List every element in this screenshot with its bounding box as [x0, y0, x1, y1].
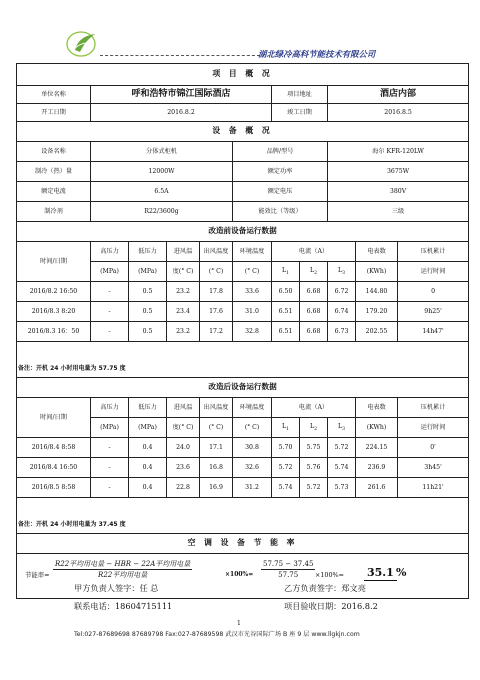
- cell-time: 2016/8.4 8:58: [17, 438, 91, 458]
- cell-outlet-temp: 16.9: [200, 478, 233, 498]
- after-title-row: [17, 378, 469, 398]
- cell-time: 2016/8.5 8:58: [17, 478, 91, 498]
- cell-low-pressure: 0.5: [129, 302, 167, 322]
- equipment-value: 380V: [328, 182, 469, 202]
- report-table: [16, 63, 469, 599]
- cell-ambient-temp: 32.6: [233, 458, 272, 478]
- cell-runtime: 11h21': [398, 478, 469, 498]
- unit-inlet: 度(° C): [167, 262, 200, 282]
- unit-l1: $L_1$: [272, 418, 300, 438]
- cell-outlet-temp: 17.8: [200, 282, 233, 302]
- acceptance-date: 项目验收日期：2016.8.2: [284, 601, 378, 611]
- cell-inlet-temp: 23.4: [167, 302, 200, 322]
- equipment-label: 制冷（热）量: [17, 162, 91, 182]
- equipment-value: 三级: [328, 202, 469, 222]
- cell-current-l2: 6.68: [300, 282, 328, 302]
- cell-current-l3: 6.73: [328, 322, 356, 342]
- cell-current-l1: 6.51: [272, 322, 300, 342]
- formula-values-numerator: 57.75 − 37.45: [261, 560, 315, 570]
- cell-current-l1: 6.51: [272, 302, 300, 322]
- col-current: 电流（A）: [272, 242, 356, 262]
- col-inlet: 进风温: [167, 242, 200, 262]
- after-header-row: [17, 398, 469, 418]
- equipment-label: 额定功率: [233, 162, 328, 182]
- cell-outlet-temp: 17.6: [200, 302, 233, 322]
- company-name: 湖北绿冷高科节能技术有限公司: [258, 49, 376, 59]
- unit-ambient: (° C): [233, 418, 272, 438]
- equipment-row: [17, 162, 469, 182]
- cell-high-pressure: -: [91, 458, 129, 478]
- formula-multiplier-2: ×100%=: [315, 571, 344, 579]
- cell-inlet-temp: 23.6: [167, 458, 200, 478]
- unit-l1: $L_1$: [272, 262, 300, 282]
- unit-l3: $L_3$: [328, 262, 356, 282]
- unit-outlet: (° C): [200, 418, 233, 438]
- col-low: 低压力: [129, 242, 167, 262]
- cell-current-l1: 6.50: [272, 282, 300, 302]
- before-note: 备注：开机 24 小时用电量为 57.75 度: [17, 362, 469, 378]
- col-low: 低压力: [129, 398, 167, 418]
- equipment-label: 品牌/型号: [233, 142, 328, 162]
- cell-ambient-temp: 31.2: [233, 478, 272, 498]
- cell-inlet-temp: 23.2: [167, 282, 200, 302]
- footer-contact: Tel:027-87689698 87689798 Fax:027-87689598 武汉市光谷国际广场 B 座 9 层 www.llgkjn.com: [74, 631, 360, 638]
- col-runtime: 压机累计: [398, 398, 469, 418]
- savings-section-title: 空 调 设 备 节 能 率: [17, 534, 469, 554]
- formula-numerator: R22平均用电量 − HBR − 22A平均用电量: [53, 560, 192, 570]
- cell-time: 2016/8.3 16：50: [17, 322, 91, 342]
- party-a-signature: 甲方负责人签字：任 总: [74, 583, 159, 593]
- col-inlet: 进风温: [167, 398, 200, 418]
- cell-meter: 179.20: [356, 302, 398, 322]
- cell-time: 2016/8.4 16:50: [17, 458, 91, 478]
- before-note-row: [17, 362, 469, 378]
- cell-runtime: 9h25': [398, 302, 469, 322]
- equipment-label: 设备名称: [17, 142, 91, 162]
- col-time: 时间/日期: [17, 242, 91, 282]
- cell-low-pressure: 0.4: [129, 458, 167, 478]
- project-row-unit: [17, 86, 469, 104]
- cell-inlet-temp: 23.2: [167, 322, 200, 342]
- equipment-row: [17, 182, 469, 202]
- equipment-value: 12000W: [91, 162, 233, 182]
- unit-runtime: 运行时间: [398, 262, 469, 282]
- formula-fraction: [53, 560, 192, 579]
- end-date-label: 竣工日期: [272, 104, 328, 122]
- equipment-value: 6.5A: [91, 182, 233, 202]
- address-label: 项目地址: [272, 86, 328, 104]
- col-meter: 电表数: [356, 242, 398, 262]
- col-time: 时间/日期: [17, 398, 91, 438]
- formula-values: [261, 560, 315, 579]
- cell-current-l1: 5.70: [272, 438, 300, 458]
- cell-current-l3: 6.72: [328, 282, 356, 302]
- unit-outlet: (° C): [200, 262, 233, 282]
- table-row: [17, 438, 469, 458]
- cell-current-l2: 5.75: [300, 438, 328, 458]
- start-date-value: 2016.8.2: [91, 104, 272, 122]
- before-section-title: 改造前设备运行数据: [17, 222, 469, 242]
- cell-current-l1: 5.74: [272, 478, 300, 498]
- cell-time: 2016/8.2 16:50: [17, 282, 91, 302]
- cell-outlet-temp: 17.2: [200, 322, 233, 342]
- before-title-row: [17, 222, 469, 242]
- savings-percent-sign: %: [396, 566, 407, 579]
- equipment-value: R22/3600g: [91, 202, 233, 222]
- equipment-value: 3675W: [328, 162, 469, 182]
- equipment-value: 海尔 KFR-120LW: [328, 142, 469, 162]
- equipment-row: [17, 202, 469, 222]
- table-row: [17, 282, 469, 302]
- savings-title-row: [17, 534, 469, 554]
- cell-current-l2: 6.68: [300, 302, 328, 322]
- col-runtime: 压机累计: [398, 242, 469, 262]
- company-logo-icon: [66, 30, 100, 58]
- table-row: [17, 302, 469, 322]
- unit-meter: (KWh): [356, 262, 398, 282]
- cell-runtime: 3h45': [398, 458, 469, 478]
- cell-high-pressure: -: [91, 282, 129, 302]
- equipment-section-title: 设 备 概 况: [17, 122, 469, 142]
- col-ambient: 环境温度: [233, 398, 272, 418]
- formula-label: 节能率=: [25, 571, 50, 579]
- equipment-value: 分体式柜机: [91, 142, 233, 162]
- cell-high-pressure: -: [91, 478, 129, 498]
- col-high: 高压力: [91, 398, 129, 418]
- unit-ambient: (° C): [233, 262, 272, 282]
- col-ambient: 环境温度: [233, 242, 272, 262]
- cell-low-pressure: 0.4: [129, 478, 167, 498]
- unit-low: (MPa): [129, 418, 167, 438]
- cell-outlet-temp: 17.1: [200, 438, 233, 458]
- cell-runtime: 14h47': [398, 322, 469, 342]
- cell-meter: 261.6: [356, 478, 398, 498]
- unit-runtime: 运行时间: [398, 418, 469, 438]
- cell-current-l2: 5.72: [300, 478, 328, 498]
- cell-low-pressure: 0.4: [129, 438, 167, 458]
- cell-low-pressure: 0.5: [129, 282, 167, 302]
- col-current: 电流（A）: [272, 398, 356, 418]
- col-outlet: 出风温度: [200, 398, 233, 418]
- after-note-row: [17, 518, 469, 534]
- cell-ambient-temp: 33.6: [233, 282, 272, 302]
- cell-high-pressure: -: [91, 322, 129, 342]
- cell-outlet-temp: 16.8: [200, 458, 233, 478]
- table-row: [17, 322, 469, 342]
- equipment-label: 能效比（等级）: [233, 202, 328, 222]
- before-spacer-row: [17, 342, 469, 362]
- project-section-title: 项 目 概 况: [17, 64, 469, 86]
- project-row-dates: [17, 104, 469, 122]
- col-outlet: 出风温度: [200, 242, 233, 262]
- cell-meter: 224.15: [356, 438, 398, 458]
- equipment-title-row: [17, 122, 469, 142]
- unit-l2: $L_2$: [300, 262, 328, 282]
- end-date-value: 2016.8.5: [328, 104, 469, 122]
- address-value: 酒店内部: [328, 86, 469, 104]
- unit-high: (MPa): [91, 262, 129, 282]
- equipment-row: [17, 142, 469, 162]
- cell-low-pressure: 0.5: [129, 322, 167, 342]
- equipment-label: 额定电流: [17, 182, 91, 202]
- unit-name-value: 呼和浩特市锦江国际酒店: [91, 86, 272, 104]
- cell-ambient-temp: 30.8: [233, 438, 272, 458]
- start-date-label: 开工日期: [17, 104, 91, 122]
- after-note: 备注：开机 24 小时用电量为 37.45 度: [17, 518, 469, 534]
- cell-current-l3: 6.74: [328, 302, 356, 322]
- header-rule: [100, 55, 260, 56]
- unit-high: (MPa): [91, 418, 129, 438]
- page-number: 1: [237, 620, 241, 627]
- unit-inlet: 度(° C): [167, 418, 200, 438]
- cell-high-pressure: -: [91, 438, 129, 458]
- cell-current-l2: 6.68: [300, 322, 328, 342]
- after-section-title: 改造后设备运行数据: [17, 378, 469, 398]
- cell-meter: 202.55: [356, 322, 398, 342]
- formula-values-denominator: 57.75: [278, 571, 299, 580]
- unit-l3: $L_3$: [328, 418, 356, 438]
- cell-current-l2: 5.76: [300, 458, 328, 478]
- cell-inlet-temp: 22.8: [167, 478, 200, 498]
- formula-multiplier: ×100%=: [225, 571, 254, 578]
- before-header-row: [17, 242, 469, 262]
- cell-current-l1: 5.72: [272, 458, 300, 478]
- contact-phone: 联系电话：18604715111: [74, 601, 173, 611]
- cell-inlet-temp: 24.0: [167, 438, 200, 458]
- cell-high-pressure: -: [91, 302, 129, 322]
- cell-ambient-temp: 32.8: [233, 322, 272, 342]
- cell-meter: 144.80: [356, 282, 398, 302]
- cell-time: 2016/8.3 8:20: [17, 302, 91, 322]
- party-b-signature: 乙方负责签字：郑文亮: [284, 583, 366, 593]
- cell-current-l3: 5.73: [328, 478, 356, 498]
- equipment-label: 额定电压: [233, 182, 328, 202]
- table-row: [17, 458, 469, 478]
- cell-current-l3: 5.74: [328, 458, 356, 478]
- equipment-label: 制冷剂: [17, 202, 91, 222]
- cell-runtime: 0: [398, 282, 469, 302]
- col-meter: 电表数: [356, 398, 398, 418]
- savings-result: 35.1: [364, 567, 397, 581]
- unit-meter: (KWh): [356, 418, 398, 438]
- cell-meter: 236.9: [356, 458, 398, 478]
- table-row: [17, 478, 469, 498]
- col-high: 高压力: [91, 242, 129, 262]
- cell-current-l3: 5.72: [328, 438, 356, 458]
- cell-ambient-temp: 31.0: [233, 302, 272, 322]
- cell-runtime: 0': [398, 438, 469, 458]
- project-title-row: [17, 64, 469, 86]
- unit-name-label: 单位名称: [17, 86, 91, 104]
- unit-l2: $L_2$: [300, 418, 328, 438]
- unit-low: (MPa): [129, 262, 167, 282]
- formula-denominator: R22平均用电量: [98, 571, 148, 580]
- after-spacer-row: [17, 498, 469, 518]
